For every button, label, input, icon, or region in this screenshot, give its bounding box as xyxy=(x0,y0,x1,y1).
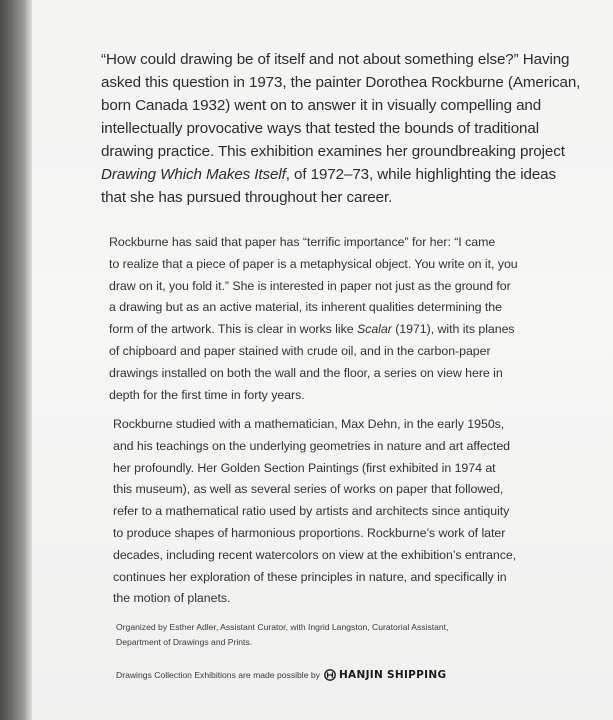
sponsor-line xyxy=(116,669,446,681)
paragraph-line: continues her exploration of these principles in nature, and specifically in xyxy=(113,569,507,584)
hanjin-logo-icon xyxy=(324,669,336,681)
paragraph-line: her profoundly. Her Golden Section Paintings (first exhibited in 1974 at xyxy=(113,460,496,475)
intro-line: drawing practice. This exhibition examines her groundbreaking project xyxy=(101,143,565,160)
paragraph-line: to produce shapes of harmonious proportions. Rockburne’s work of later xyxy=(113,525,506,540)
sponsor-logo xyxy=(324,669,446,681)
paragraph-line xyxy=(109,319,518,341)
paragraph-line: Rockburne studied with a mathematician, Max Dehn, in the early 1950s, xyxy=(113,417,505,431)
paragraph-line: depth for the first time in forty years. xyxy=(109,387,305,402)
credits-line: Organized by Esther Adler, Assistant Curator, with Ingrid Langston, Curatorial Assistant, xyxy=(116,622,449,632)
intro-line xyxy=(101,163,557,186)
intro-line: “How could drawing be of itself and not about something else?” Having xyxy=(101,51,570,68)
sponsor-logo-text: HANJIN SHIPPING xyxy=(338,669,447,681)
intro-line: intellectually provocative ways that tested the bounds of traditional xyxy=(101,120,540,137)
credits-line: Department of Drawings and Prints. xyxy=(116,637,253,647)
intro-line: born Canada 1932) went on to answer it in visually compelling and xyxy=(101,97,542,114)
intro-paragraph xyxy=(101,48,581,209)
paragraph-line: draw on it, you fold it.” She is interested in paper not just as the ground for xyxy=(109,278,511,293)
paragraph-line: this museum), as well as several series of works on paper that followed, xyxy=(113,482,504,497)
sponsor-text: Drawings Collection Exhibitions are made possible by xyxy=(116,670,320,680)
intro-line: that she has pursued throughout her career. xyxy=(101,189,393,206)
paragraph-line-start: form of the artwork. This is clear in works like xyxy=(109,322,357,337)
paragraph-line: to realize that a piece of paper is a metaphysical object. You write on it, you xyxy=(109,256,518,271)
paragraph-paper xyxy=(109,232,518,406)
artwork-title-scalar: Scalar xyxy=(356,322,392,337)
credits-block xyxy=(116,620,448,650)
paragraph-mathematics xyxy=(113,414,516,610)
paragraph-line-end: (1971), with its planes xyxy=(391,322,515,337)
paragraph-line: of chipboard and paper stained with crude oil, and in the carbon-paper xyxy=(109,343,491,358)
paragraph-line: Rockburne has said that paper has “terrific importance” for her: “I came xyxy=(109,235,496,249)
paragraph-line: decades, including recent watercolors on view at the exhibition’s entrance, xyxy=(113,547,517,562)
intro-line-rest: , of 1972–73, while highlighting the ideas xyxy=(285,166,557,183)
paragraph-line: drawings installed on both the wall and the floor, a series on view here in xyxy=(109,365,503,380)
paragraph-line: the motion of planets. xyxy=(113,591,231,606)
intro-line: asked this question in 1973, the painter Dorothea Rockburne (American, xyxy=(101,74,581,91)
paragraph-line: refer to a mathematical ratio used by artists and architects since antiquity xyxy=(113,504,510,519)
paragraph-line: a drawing but as an active material, its inherent qualities determining the xyxy=(109,300,502,315)
paragraph-line: and his teachings on the underlying geometries in nature and art affected xyxy=(113,438,511,453)
intro-artwork-title: Drawing Which Makes Itself xyxy=(101,166,286,183)
